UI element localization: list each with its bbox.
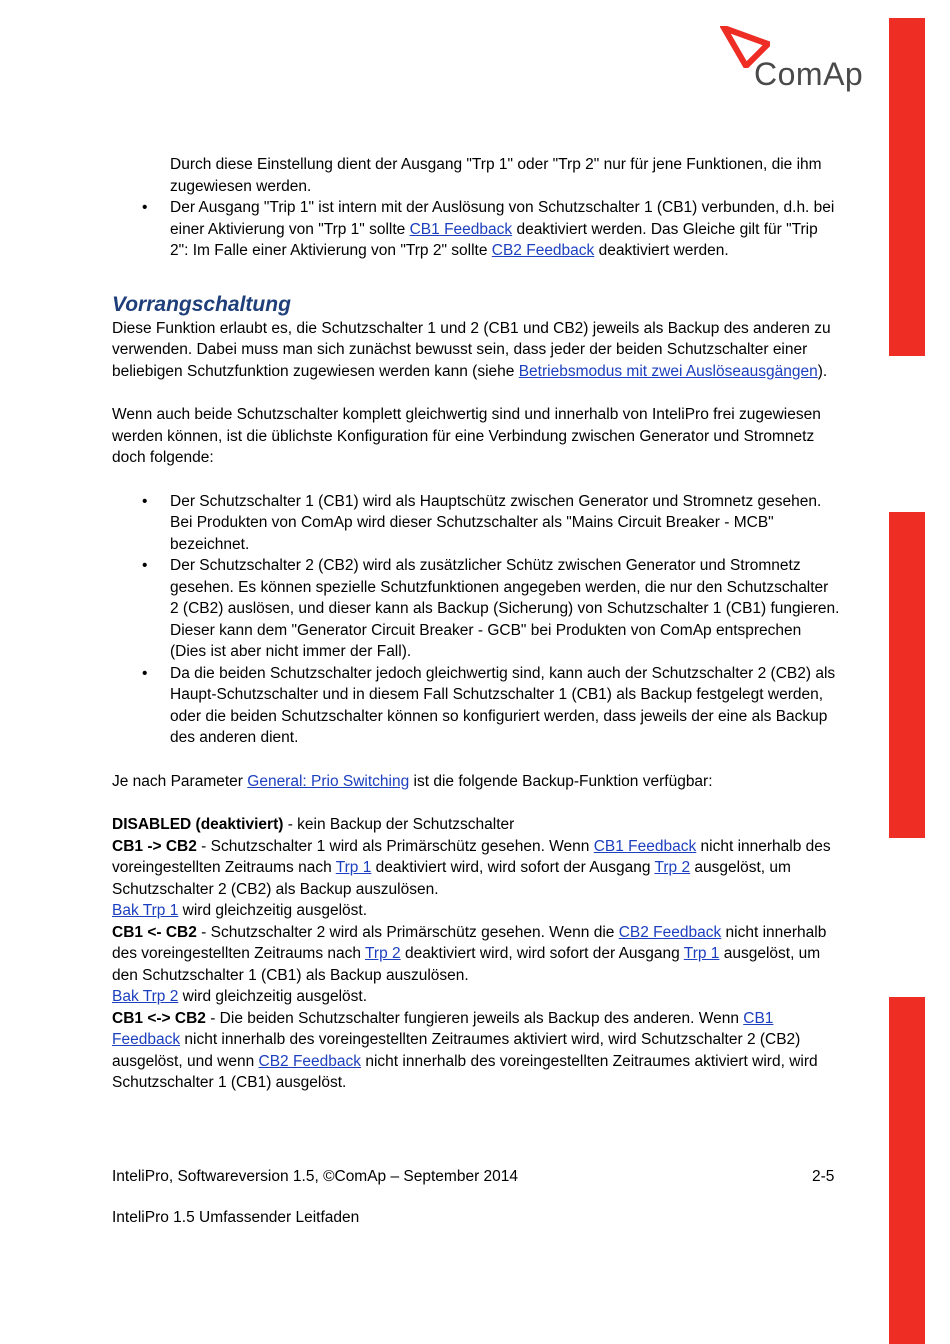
link-betriebsmodus[interactable]: Betriebsmodus mit zwei Auslöseausgängen [518,362,818,380]
side-accent-bar-bottom [889,997,925,1344]
link-bak-trp-2[interactable]: Bak Trp 2 [112,988,179,1005]
link-trp-1[interactable]: Trp 1 [683,945,720,962]
footer-document-title: InteliPro 1.5 Umfassender Leitfaden [112,1209,360,1226]
page-content [112,154,840,1094]
comap-logo [718,26,864,98]
link-cb2-feedback[interactable]: CB2 Feedback [618,923,722,941]
list-item: • Der Schutzschalter 2 (CB2) wird als zusätzlicher Schütz zwischen Generator und Stromnetz gesehen. Es können spezielle Schutzfunktionen angegeben werden, die nur den Schutzschalter 2 (CB2) auslösen, und dieser kann als Backup (Sicherung) von Schutzschalter 1 (CB1) fungieren. Dieser kann dem "Generator Circuit Breaker - GCB" bei Produkten von ComAp entsprechen (Dies ist aber nicht immer der Fall). [142,557,840,660]
option-cb1-to-cb2-note: Bak Trp 1 wird gleichzeitig ausgelöst. [112,902,368,919]
bullet-marker: • [142,492,148,510]
link-trp-2[interactable]: Trp 2 [654,859,691,876]
logo-wordmark: ComAp [754,56,864,92]
link-trp-2[interactable]: Trp 2 [365,945,401,962]
link-trp-1[interactable]: Trp 1 [335,859,372,876]
paragraph-function: Diese Funktion erlaubt es, die Schutzschalter 1 und 2 (CB1 und CB2) jeweils als Backup des anderen zu verwenden. Dabei muss man sich zunächst bewusst sein, dass jeder der beiden Schutzschalter einer beliebigen Schutzfunktion zugewiesen werden kann (siehe Betriebsmodus mit zwei Auslöseausgängen). [112,319,831,380]
option-disabled: DISABLED (deaktiviert) - kein Backup der Schutzschalter [112,816,515,833]
link-cb2-feedback[interactable]: CB2 Feedback [491,242,595,259]
link-bak-trp-1[interactable]: Bak Trp 1 [112,902,179,919]
intro-bullet: • Der Ausgang "Trip 1" ist intern mit der Auslösung von Schutzschalter 1 (CB1) verbunden, d.h. bei einer Aktivierung von "Trp 1" sollte CB1 Feedback deaktiviert werden. Das Gleiche gilt für "Trip 2": Im Falle einer Aktivierung von "Trp 2" sollte CB2 Feedback deaktiviert werden. [142,199,835,259]
intro-continuation: Durch diese Einstellung dient der Ausgang "Trp 1" oder "Trp 2" nur für jene Funktionen, die ihm zugewiesen werden. [170,156,822,195]
option-cb1-to-cb2: CB1 -> CB2 - Schutzschalter 1 wird als Primärschütz gesehen. Wenn CB1 Feedback nicht innerhalb des voreingestellten Zeitraums nach Trp 1 deaktiviert wird, wird sofort der Ausgang Trp 2 ausgelöst, um Schutzschalter 2 (CB2) als Backup auszulösen. [112,837,831,898]
option-cb2-to-cb1: CB1 <- CB2 - Schutzschalter 2 wird als Primärschütz gesehen. Wenn die CB2 Feedback nicht innerhalb des voreingestellten Zeitraums nach Trp 2 deaktiviert wird, wird sofort der Ausgang Trp 1 ausgelöst, um den Schutzschalter 1 (CB1) als Backup auszulösen. [112,923,827,984]
bullet-marker: • [142,664,148,682]
footer-page-number: 2-5 [812,1168,835,1185]
footer-version: InteliPro, Softwareversion 1.5, ©ComAp – September 2014 [112,1168,519,1185]
link-cb1-feedback[interactable]: CB1 Feedback [593,837,697,855]
option-cb2-to-cb1-note: Bak Trp 2 wird gleichzeitig ausgelöst. [112,988,368,1005]
link-cb1-feedback[interactable]: CB1 Feedback [409,220,513,238]
list-item: • Der Schutzschalter 1 (CB1) wird als Hauptschütz zwischen Generator und Stromnetz gesehen. Bei Produkten von ComAp wird dieser Schutzschalter als "Mains Circuit Breaker - MCB" bezeichnet. [142,492,822,553]
paragraph-parameter: Je nach Parameter General: Prio Switching ist die folgende Backup-Funktion verfügbar: [112,772,713,790]
bullet-marker: • [142,557,148,574]
link-cb1-feedback[interactable]: CB1 Feedback [112,1009,774,1048]
link-cb2-feedback[interactable]: CB2 Feedback [258,1052,362,1070]
list-item: • Da die beiden Schutzschalter jedoch gleichwertig sind, kann auch der Schutzschalter 2 (CB2) als Haupt-Schutzschalter und in diesem Fall Schutzschalter 1 (CB1) als Backup festgelegt werden, oder die beiden Schutzschalter können so konfiguriert werden, dass jeweils der eine als Backup des anderen dient. [142,664,836,746]
side-accent-bar-middle [889,512,925,838]
bullet-marker: • [142,199,148,216]
section-heading: Vorrangschaltung [112,292,291,316]
side-accent-bar-top [889,18,925,356]
paragraph-configuration: Wenn auch beide Schutzschalter komplett gleichwertig sind und innerhalb von InteliPro frei zugewiesen werden können, ist die üblichste Konfiguration für eine Verbindung zwischen Generator und Stromnetz doch folgende: [112,406,821,466]
link-prio-switching[interactable]: General: Prio Switching [247,772,410,790]
option-cb-both: CB1 <-> CB2 - Die beiden Schutzschalter fungieren jeweils als Backup des anderen. Wenn CB1 Feedback nicht innerhalb des voreingestellten Zeitraumes aktiviert wird, wird Schutzschalter 2 (CB2) ausgelöst, und wenn CB2 Feedback nicht innerhalb des voreingestellten Zeitraumes aktiviert wird, wird Schutzschalter 1 (CB1) ausgelöst. [112,1009,818,1091]
